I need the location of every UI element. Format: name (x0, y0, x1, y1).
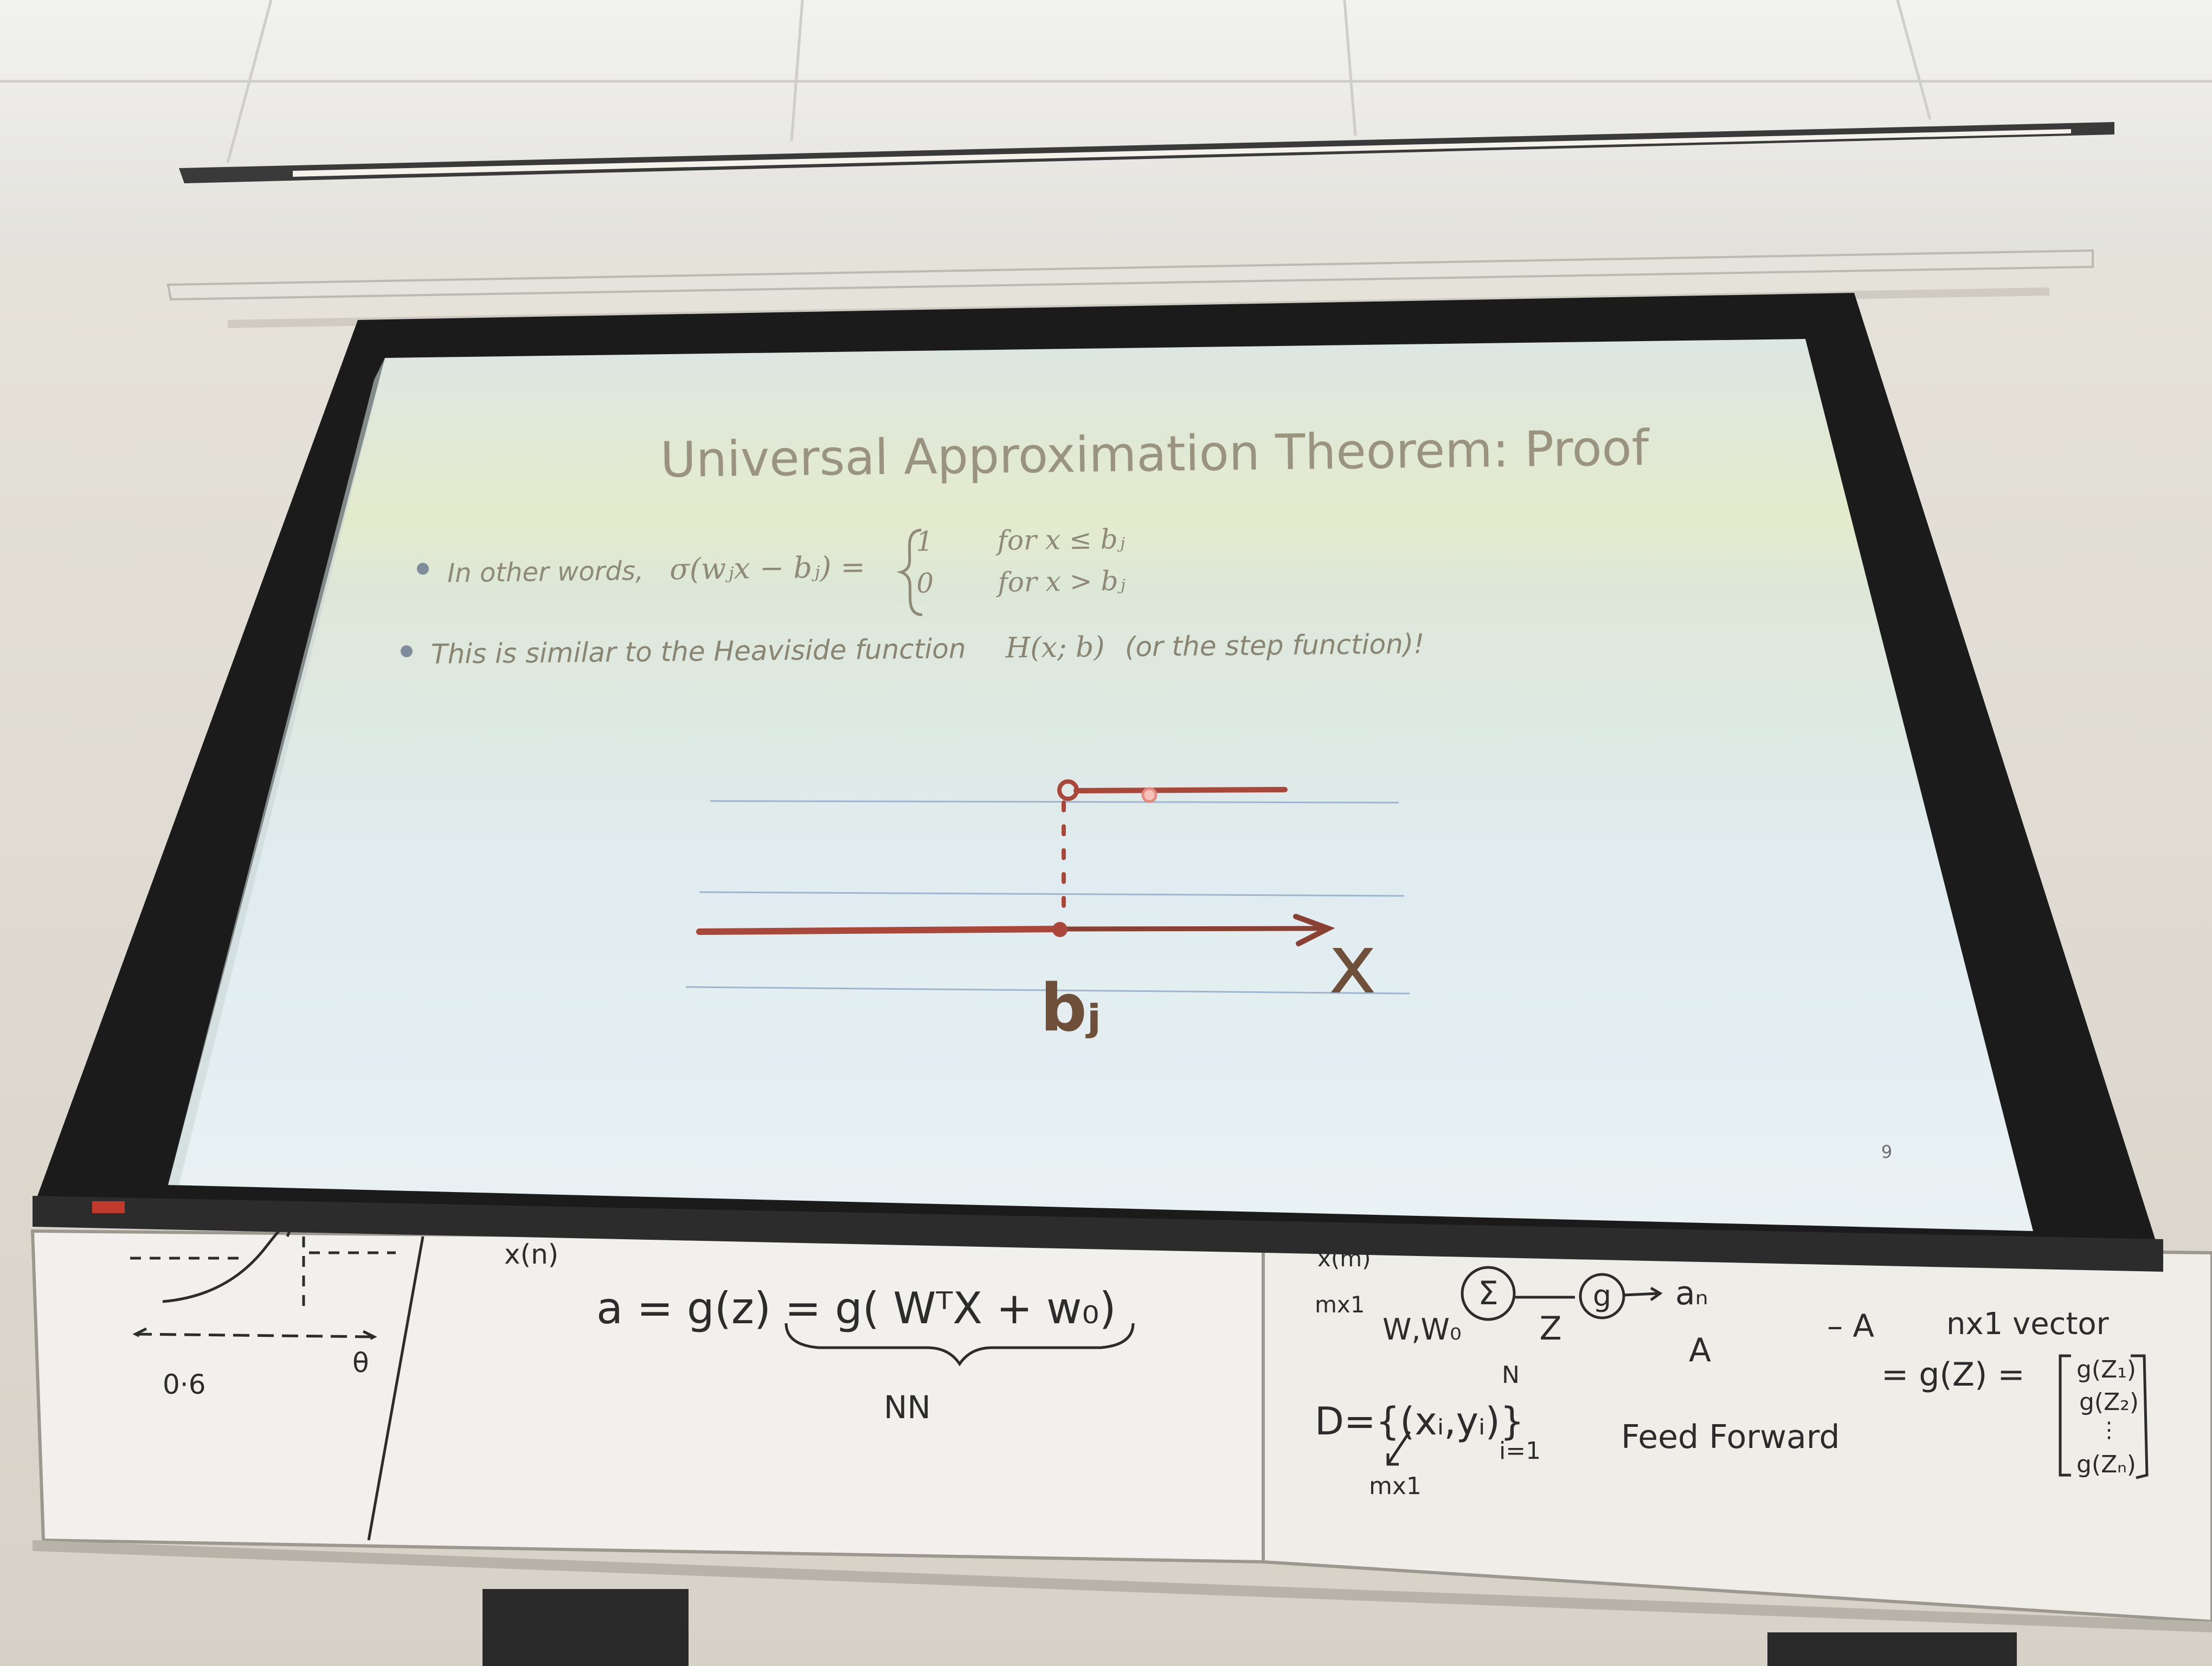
case-2-value: 0 (916, 567, 934, 599)
chair-right (1767, 1632, 2017, 1666)
A-label: A (1689, 1331, 1712, 1369)
bullet-2-function: H(x; b) (1005, 631, 1105, 665)
threshold-point (1052, 922, 1068, 937)
dataset-sup: N (1502, 1361, 1520, 1389)
chair-left (483, 1589, 689, 1666)
bullet-1-expression: σ(wⱼx − bⱼ) = (669, 549, 866, 587)
threshold-label-bj: bⱼ (1040, 971, 1102, 1046)
nn-label: NN (884, 1389, 931, 1426)
bullet-2-suffix: (or the step function)! (1124, 628, 1425, 663)
whiteboard-left (33, 1231, 1263, 1562)
step-upper-segment (1076, 790, 1285, 791)
weights-label: W,W₀ (1382, 1312, 1462, 1347)
dataset-sub: i=1 (1499, 1437, 1541, 1465)
laser-pointer-dot (1143, 789, 1156, 802)
case-1-value: 1 (916, 526, 934, 558)
sum-symbol: Σ (1478, 1274, 1499, 1312)
theta-label: θ (352, 1347, 369, 1379)
x-axis-line (1063, 928, 1323, 929)
step-lower-segment (699, 929, 1063, 932)
vector-entry-1: g(Z₁) (2076, 1356, 2137, 1383)
slide-page-number: 9 (1881, 1142, 1893, 1162)
case-1-condition: for x ≤ bⱼ (997, 523, 1126, 556)
ceiling (0, 0, 2212, 255)
dash-A-label: – A (1827, 1308, 1875, 1344)
input-dims: mx1 (1315, 1291, 1365, 1318)
g-label: g (1592, 1279, 1612, 1313)
bullet-1-prefix: In other words, (447, 555, 644, 589)
dataset-label: D={(xᵢ,yᵢ)} (1315, 1399, 1525, 1444)
output-label: aₙ (1675, 1274, 1708, 1312)
dataset-dims: mx1 (1369, 1472, 1422, 1500)
feed-forward-label: Feed Forward (1621, 1418, 1840, 1456)
slide-title: Universal Approximation Theorem: Proof (660, 419, 1649, 489)
g-vector-label: = g(Z) = (1881, 1356, 2025, 1394)
axis-value-06: 0·6 (163, 1369, 206, 1400)
activation-equation: a = g(z) = g( WᵀX + w₀) (596, 1283, 1116, 1334)
z-label: Z (1539, 1310, 1562, 1348)
vector-entry-4: g(Zₙ) (2076, 1451, 2136, 1478)
axis-label-x: x (1328, 918, 1377, 1012)
bullet-2-prefix: This is similar to the Heaviside function (430, 633, 966, 670)
case-2-condition: for x > bⱼ (997, 565, 1126, 598)
vector-note: nx1 vector (1946, 1306, 2109, 1342)
screen-label-tag (92, 1201, 125, 1213)
x-n-label: x(n) (504, 1239, 559, 1270)
vector-entry-2: g(Z₂) (2079, 1388, 2139, 1416)
input-label: x(m) (1317, 1245, 1371, 1272)
vector-entry-3: ⋮ (2098, 1418, 2120, 1443)
